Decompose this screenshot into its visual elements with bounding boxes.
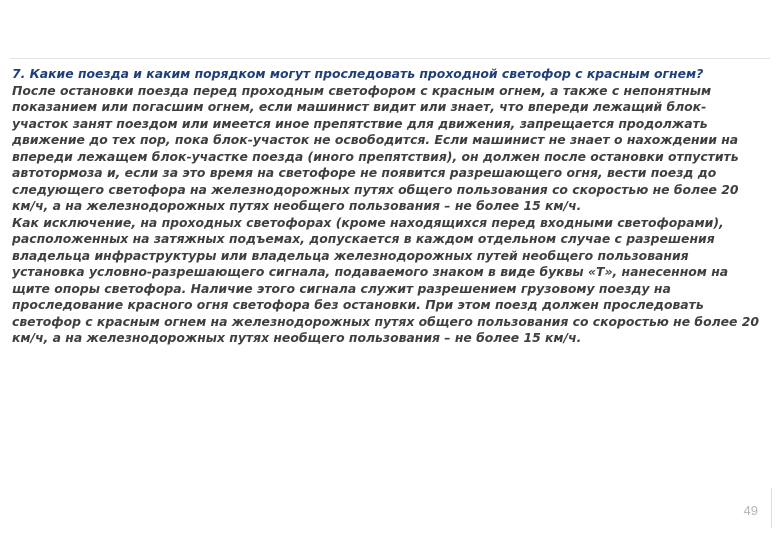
question-heading: 7. Какие поезда и каким порядком могут проследовать проходной светофор с красным огнем? [12,66,704,81]
answer-paragraph-2: Как исключение, на проходных светофорах (кроме находящихся перед входными светофорами), расположенных на затяжных подъемах, допускается в каждом отдельном случае с разрешения владельца инфраструктуры или владельца железнодорожных путей необщего пользования установка условно-разрешающего сигнала, подаваемого знаком в виде буквы «Т», нанесенном на щите опоры светофора. Наличие этого сигнала служит разрешением грузовому поезду на проследование красного огня светофора без остановки. При этом поезд должен проследовать светофор с красным огнем на железнодорожных путях общего пользования со скоростью не более 20 км/ч, а на железнодорожных путях необщего пользования – не более 15 км/ч. [12,214,760,345]
slide-content [12,66,760,347]
header-divider [10,58,770,59]
footer-divider [771,488,772,528]
answer-paragraph-1: После остановки поезда перед проходным светофором с красным огнем, а также с непонятным показанием или погасшим огнем, если машинист видит или знает, что впереди лежащий блок-участок занят поездом или имеется иное препятствие для движения, запрещается продолжать движение до тех пор, пока блок-участок не освободится. Если машинист не знает о нахождении на впереди лежащем блок-участке поезда (иного препятствия), он должен после остановки отпустить автотормоза и, если за это время на светофоре не появится разрешающего огня, вести поезд до следующего светофора на железнодорожных путях общего пользования со скоростью не более 20 км/ч, а на железнодорожных путях необщего пользования – не более 15 км/ч. [12,82,739,213]
page-number: 49 [743,503,758,518]
